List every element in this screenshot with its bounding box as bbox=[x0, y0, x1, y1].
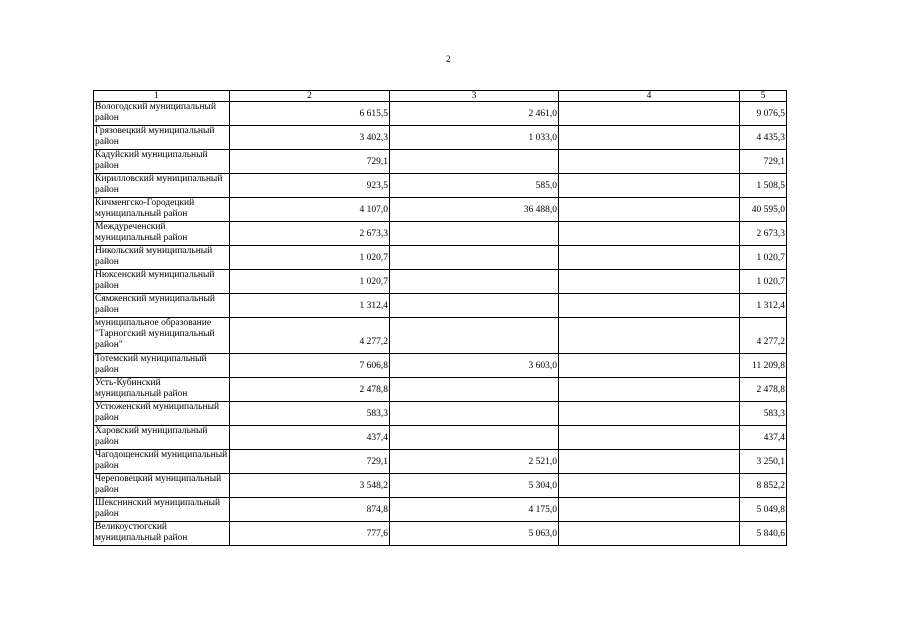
value-cell-col-5 bbox=[740, 450, 787, 474]
table-row bbox=[94, 294, 787, 318]
value-cell-col-3 bbox=[390, 498, 559, 522]
table-row bbox=[94, 378, 787, 402]
value-cell-col-2 bbox=[230, 354, 390, 378]
value-text: 3 402,3 bbox=[359, 133, 388, 143]
value-cell-col-4 bbox=[559, 498, 740, 522]
value-text: 437,4 bbox=[366, 433, 388, 443]
municipality-name-cell: Никольский муниципальный район bbox=[94, 246, 230, 270]
table-row bbox=[94, 474, 787, 498]
value-text: 4 277,2 bbox=[359, 337, 388, 347]
value-text: 1 033,0 bbox=[528, 133, 557, 143]
municipality-name-cell: Чагодощенский муниципальный район bbox=[94, 450, 230, 474]
value-cell-col-2 bbox=[230, 402, 390, 426]
value-text: 1 508,5 bbox=[756, 181, 785, 191]
value-cell-col-4 bbox=[559, 402, 740, 426]
table-row bbox=[94, 126, 787, 150]
value-text: 777,6 bbox=[366, 529, 388, 539]
municipality-name-cell: муниципальное образование "Тарногский муниципальный район" bbox=[94, 318, 230, 354]
value-cell-col-2 bbox=[230, 174, 390, 198]
table-row bbox=[94, 198, 787, 222]
column-header-1: 1 bbox=[94, 91, 230, 102]
value-cell-col-3 bbox=[390, 450, 559, 474]
value-cell-col-5 bbox=[740, 102, 787, 126]
value-cell-col-4 bbox=[559, 126, 740, 150]
value-text: 729,1 bbox=[366, 457, 388, 467]
column-header-2: 2 bbox=[230, 91, 390, 102]
value-cell-col-3 bbox=[390, 522, 559, 546]
table-row bbox=[94, 450, 787, 474]
column-header-3: 3 bbox=[390, 91, 559, 102]
table-row bbox=[94, 174, 787, 198]
value-cell-col-5 bbox=[740, 402, 787, 426]
value-cell-col-2 bbox=[230, 222, 390, 246]
municipality-name-cell: Сямженский муниципальный район bbox=[94, 294, 230, 318]
table-row bbox=[94, 222, 787, 246]
value-text: 1 020,7 bbox=[756, 277, 785, 287]
table-row bbox=[94, 318, 787, 354]
table-row bbox=[94, 354, 787, 378]
value-cell-col-4 bbox=[559, 318, 740, 354]
value-cell-col-2 bbox=[230, 294, 390, 318]
value-text: 5 304,0 bbox=[528, 481, 557, 491]
value-cell-col-5 bbox=[740, 270, 787, 294]
value-cell-col-4 bbox=[559, 198, 740, 222]
value-cell-col-5 bbox=[740, 150, 787, 174]
value-cell-col-4 bbox=[559, 354, 740, 378]
value-cell-col-5 bbox=[740, 198, 787, 222]
value-cell-col-2 bbox=[230, 426, 390, 450]
column-header-5: 5 bbox=[740, 91, 787, 102]
value-cell-col-5 bbox=[740, 426, 787, 450]
value-text: 583,3 bbox=[366, 409, 388, 419]
table-row bbox=[94, 522, 787, 546]
value-text: 36 488,0 bbox=[523, 205, 557, 215]
value-cell-col-3 bbox=[390, 378, 559, 402]
municipality-name-cell: Шекснинский муниципальный район bbox=[94, 498, 230, 522]
value-cell-col-2 bbox=[230, 102, 390, 126]
value-text: 585,0 bbox=[535, 181, 557, 191]
value-cell-col-4 bbox=[559, 270, 740, 294]
value-cell-col-4 bbox=[559, 378, 740, 402]
value-cell-col-2 bbox=[230, 318, 390, 354]
value-cell-col-3 bbox=[390, 198, 559, 222]
table-row bbox=[94, 102, 787, 126]
value-text: 4 277,2 bbox=[756, 337, 785, 347]
value-cell-col-2 bbox=[230, 150, 390, 174]
value-text: 3 603,0 bbox=[528, 361, 557, 371]
value-cell-col-3 bbox=[390, 474, 559, 498]
value-text: 6 615,5 bbox=[359, 109, 388, 119]
value-cell-col-5 bbox=[740, 378, 787, 402]
table-row bbox=[94, 402, 787, 426]
value-cell-col-2 bbox=[230, 498, 390, 522]
value-text: 5 840,6 bbox=[756, 529, 785, 539]
table-row bbox=[94, 426, 787, 450]
value-text: 5 049,8 bbox=[756, 505, 785, 515]
value-text: 729,1 bbox=[763, 157, 785, 167]
value-text: 874,8 bbox=[366, 505, 388, 515]
value-text: 4 175,0 bbox=[528, 505, 557, 515]
value-text: 8 852,2 bbox=[756, 481, 785, 491]
value-text: 583,3 bbox=[763, 409, 785, 419]
value-cell-col-4 bbox=[559, 450, 740, 474]
table-body bbox=[94, 91, 787, 546]
value-text: 3 548,2 bbox=[359, 481, 388, 491]
municipality-name-cell: Вологодский муниципальный район bbox=[94, 102, 230, 126]
value-cell-col-2 bbox=[230, 246, 390, 270]
value-cell-col-3 bbox=[390, 294, 559, 318]
column-header-4: 4 bbox=[559, 91, 740, 102]
value-text: 1 312,4 bbox=[359, 301, 388, 311]
value-cell-col-4 bbox=[559, 474, 740, 498]
value-text: 4 107,0 bbox=[359, 205, 388, 215]
municipality-name-cell: Устюженский муниципальный район bbox=[94, 402, 230, 426]
value-cell-col-5 bbox=[740, 126, 787, 150]
value-cell-col-3 bbox=[390, 102, 559, 126]
value-cell-col-3 bbox=[390, 354, 559, 378]
value-cell-col-4 bbox=[559, 426, 740, 450]
municipality-name-cell: Кадуйский муниципальный район bbox=[94, 150, 230, 174]
value-cell-col-5 bbox=[740, 246, 787, 270]
municipality-name-cell: Междуреченский муниципальный район bbox=[94, 222, 230, 246]
municipality-name-cell: Кирилловский муниципальный район bbox=[94, 174, 230, 198]
value-cell-col-3 bbox=[390, 174, 559, 198]
value-text: 2 478,8 bbox=[756, 385, 785, 395]
value-text: 5 063,0 bbox=[528, 529, 557, 539]
value-text: 2 478,8 bbox=[359, 385, 388, 395]
municipality-name-cell: Усть-Кубинский муниципальный район bbox=[94, 378, 230, 402]
value-text: 2 673,3 bbox=[756, 229, 785, 239]
value-text: 923,5 bbox=[366, 181, 388, 191]
municipality-name-cell: Великоустюгский муниципальный район bbox=[94, 522, 230, 546]
table-row bbox=[94, 150, 787, 174]
value-text: 1 020,7 bbox=[359, 253, 388, 263]
value-text: 4 435,3 bbox=[756, 133, 785, 143]
value-cell-col-3 bbox=[390, 246, 559, 270]
value-cell-col-2 bbox=[230, 474, 390, 498]
value-cell-col-2 bbox=[230, 126, 390, 150]
value-cell-col-4 bbox=[559, 294, 740, 318]
municipality-name-cell: Грязовецкий муниципальный район bbox=[94, 126, 230, 150]
value-cell-col-5 bbox=[740, 498, 787, 522]
value-text: 437,4 bbox=[763, 433, 785, 443]
value-cell-col-5 bbox=[740, 354, 787, 378]
value-cell-col-5 bbox=[740, 174, 787, 198]
value-text: 2 461,0 bbox=[528, 109, 557, 119]
data-table bbox=[93, 90, 787, 546]
value-text: 9 076,5 bbox=[756, 109, 785, 119]
table-header-row bbox=[94, 91, 787, 102]
value-cell-col-3 bbox=[390, 150, 559, 174]
value-text: 2 521,0 bbox=[528, 457, 557, 467]
value-cell-col-2 bbox=[230, 378, 390, 402]
value-text: 3 250,1 bbox=[756, 457, 785, 467]
value-cell-col-4 bbox=[559, 522, 740, 546]
value-cell-col-5 bbox=[740, 522, 787, 546]
value-cell-col-4 bbox=[559, 174, 740, 198]
municipality-name-cell: Череповецкий муниципальный район bbox=[94, 474, 230, 498]
value-cell-col-2 bbox=[230, 522, 390, 546]
page-number: 2 bbox=[446, 54, 451, 64]
value-text: 2 673,3 bbox=[359, 229, 388, 239]
value-cell-col-3 bbox=[390, 126, 559, 150]
value-text: 40 595,0 bbox=[751, 205, 785, 215]
value-cell-col-5 bbox=[740, 294, 787, 318]
value-text: 1 312,4 bbox=[756, 301, 785, 311]
table-row bbox=[94, 270, 787, 294]
value-cell-col-4 bbox=[559, 246, 740, 270]
value-cell-col-3 bbox=[390, 426, 559, 450]
value-cell-col-5 bbox=[740, 222, 787, 246]
municipality-name-cell: Нюксенский муниципальный район bbox=[94, 270, 230, 294]
value-cell-col-3 bbox=[390, 270, 559, 294]
value-cell-col-4 bbox=[559, 222, 740, 246]
value-cell-col-3 bbox=[390, 318, 559, 354]
value-cell-col-2 bbox=[230, 270, 390, 294]
value-cell-col-4 bbox=[559, 102, 740, 126]
value-cell-col-3 bbox=[390, 402, 559, 426]
value-text: 1 020,7 bbox=[756, 253, 785, 263]
value-text: 729,1 bbox=[366, 157, 388, 167]
value-text: 7 606,8 bbox=[359, 361, 388, 371]
value-cell-col-4 bbox=[559, 150, 740, 174]
value-text: 11 209,8 bbox=[752, 361, 785, 371]
value-text: 1 020,7 bbox=[359, 277, 388, 287]
table-row bbox=[94, 498, 787, 522]
municipality-name-cell: Харовский муниципальный район bbox=[94, 426, 230, 450]
table-row bbox=[94, 246, 787, 270]
value-cell-col-5 bbox=[740, 318, 787, 354]
municipality-name-cell: Кичменгско-Городецкий муниципальный район bbox=[94, 198, 230, 222]
municipality-name-cell: Тотемский муниципальный район bbox=[94, 354, 230, 378]
value-cell-col-5 bbox=[740, 474, 787, 498]
value-cell-col-3 bbox=[390, 222, 559, 246]
value-cell-col-2 bbox=[230, 450, 390, 474]
value-cell-col-2 bbox=[230, 198, 390, 222]
